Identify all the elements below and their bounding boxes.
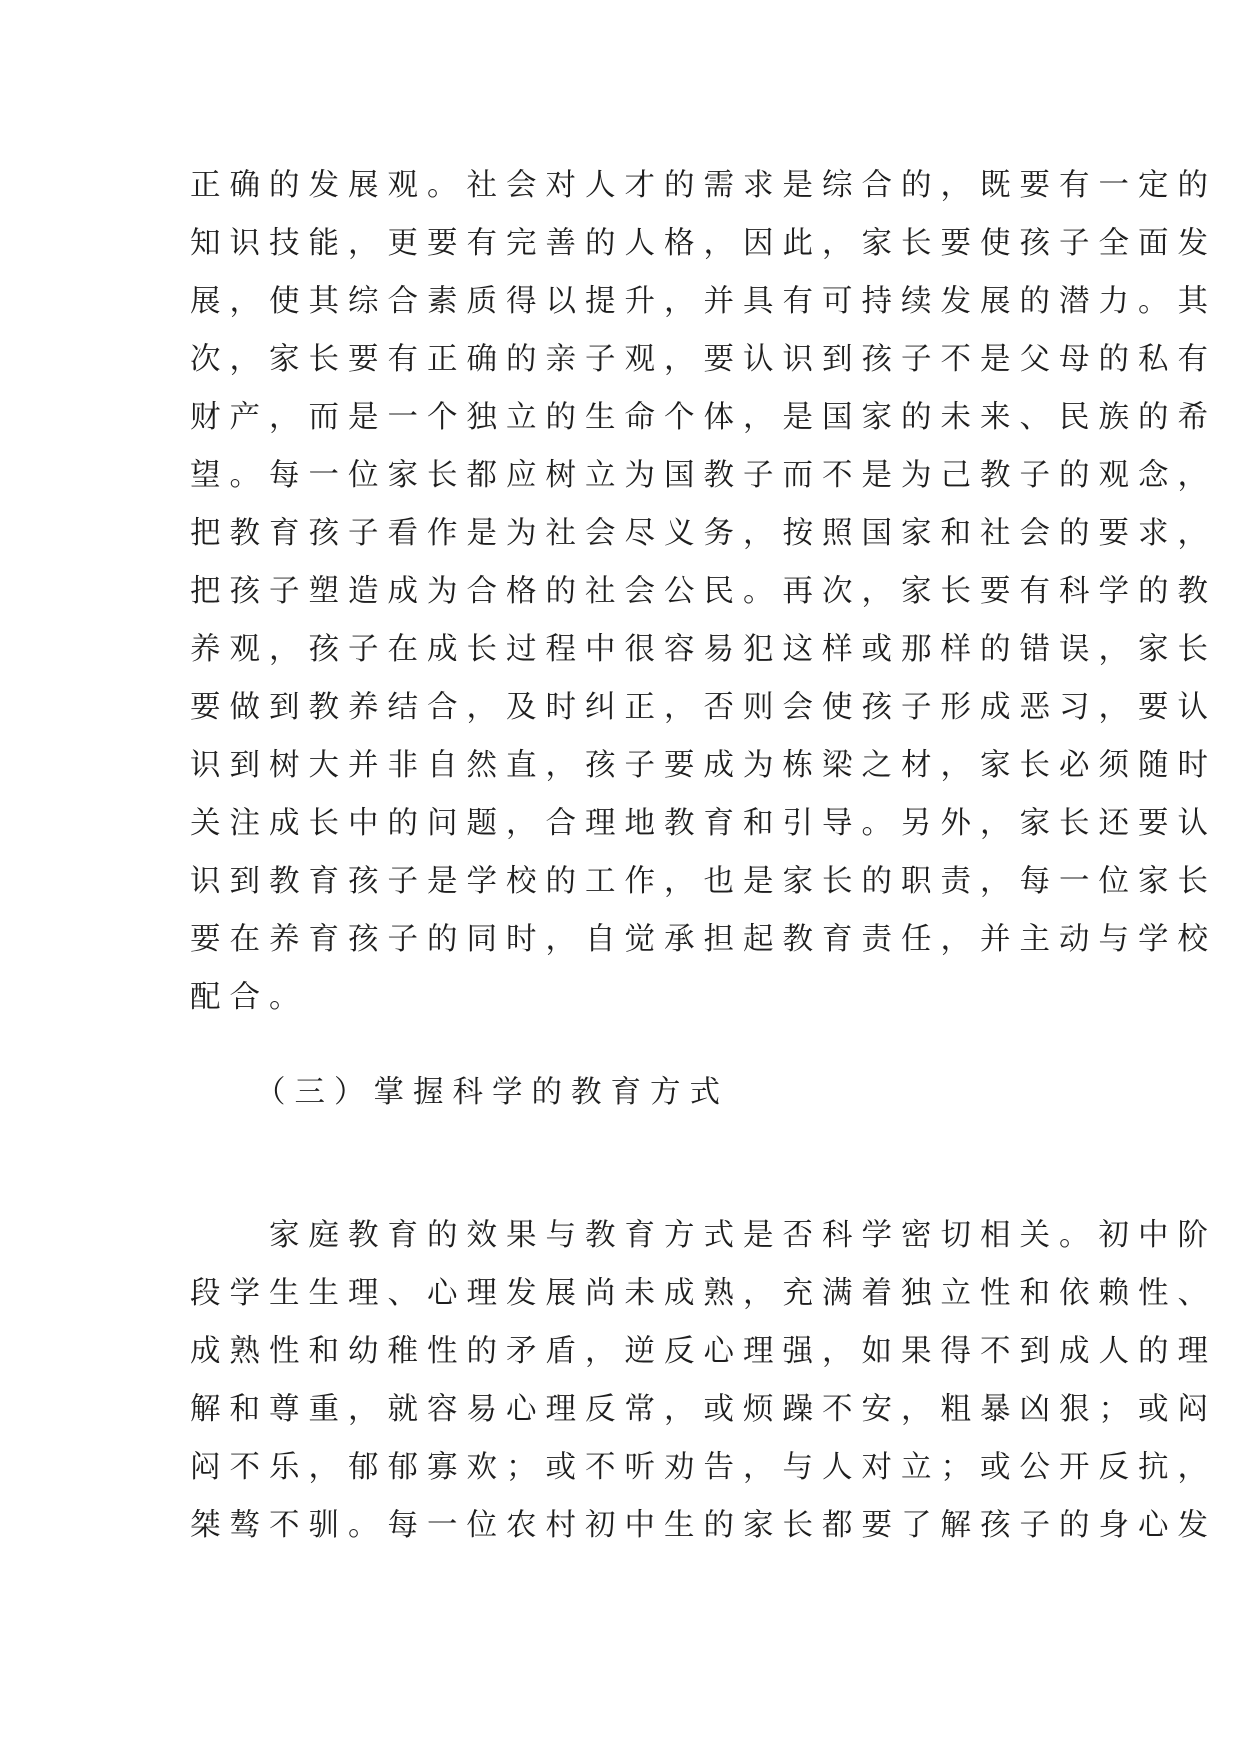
paragraph-line: 闷不乐，郁郁寡欢；或不听劝告，与人对立；或公开反抗， [190,1450,1217,1485]
paragraph-line: 望。每一位家长都应树立为国教子而不是为己教子的观念， [190,458,1217,493]
paragraph-line: 展，使其综合素质得以提升，并具有可持续发展的潜力。其 [190,284,1217,319]
paragraph-line: 养观，孩子在成长过程中很容易犯这样或那样的错误，家长 [190,632,1217,667]
paragraph-line: 把孩子塑造成为合格的社会公民。再次，家长要有科学的教 [190,574,1217,609]
paragraph-line: 解和尊重，就容易心理反常，或烦躁不安，粗暴凶狠；或闷 [190,1392,1217,1427]
paragraph-line: 财产，而是一个独立的生命个体，是国家的未来、民族的希 [190,400,1217,435]
paragraph-line: 要在养育孩子的同时，自觉承担起教育责任，并主动与学校 [190,922,1217,957]
paragraph-line: 家庭教育的效果与教育方式是否科学密切相关。初中阶 [190,1218,1217,1253]
paragraph-line: 识到树大并非自然直，孩子要成为栋梁之材，家长必须随时 [190,748,1217,783]
paragraph-education-methods [190,1207,1217,1555]
paragraph-line: 成熟性和幼稚性的矛盾，逆反心理强，如果得不到成人的理 [190,1334,1217,1369]
paragraph-line: 识到教育孩子是学校的工作，也是家长的职责，每一位家长 [190,864,1217,899]
paragraph-line: 关注成长中的问题，合理地教育和引导。另外，家长还要认 [190,806,1217,841]
section-heading-text: （三）掌握科学的教育方式 [255,1075,729,1110]
section-heading [255,1064,1135,1122]
paragraph-line: 次，家长要有正确的亲子观，要认识到孩子不是父母的私有 [190,342,1217,377]
paragraph-line: 桀骜不驯。每一位农村初中生的家长都要了解孩子的身心发 [190,1508,1217,1543]
paragraph-line: 配合。 [190,980,309,1015]
paragraph-line: 要做到教养结合，及时纠正，否则会使孩子形成恶习，要认 [190,690,1217,725]
paragraph-line: 知识技能，更要有完善的人格，因此，家长要使孩子全面发 [190,226,1217,261]
paragraph-line: 段学生生理、心理发展尚未成熟，充满着独立性和依赖性、 [190,1276,1217,1311]
paragraph-parents-views [190,157,1217,1027]
paragraph-line: 正确的发展观。社会对人才的需求是综合的，既要有一定的 [190,168,1217,203]
paragraph-line: 把教育孩子看作是为社会尽义务，按照国家和社会的要求， [190,516,1217,551]
